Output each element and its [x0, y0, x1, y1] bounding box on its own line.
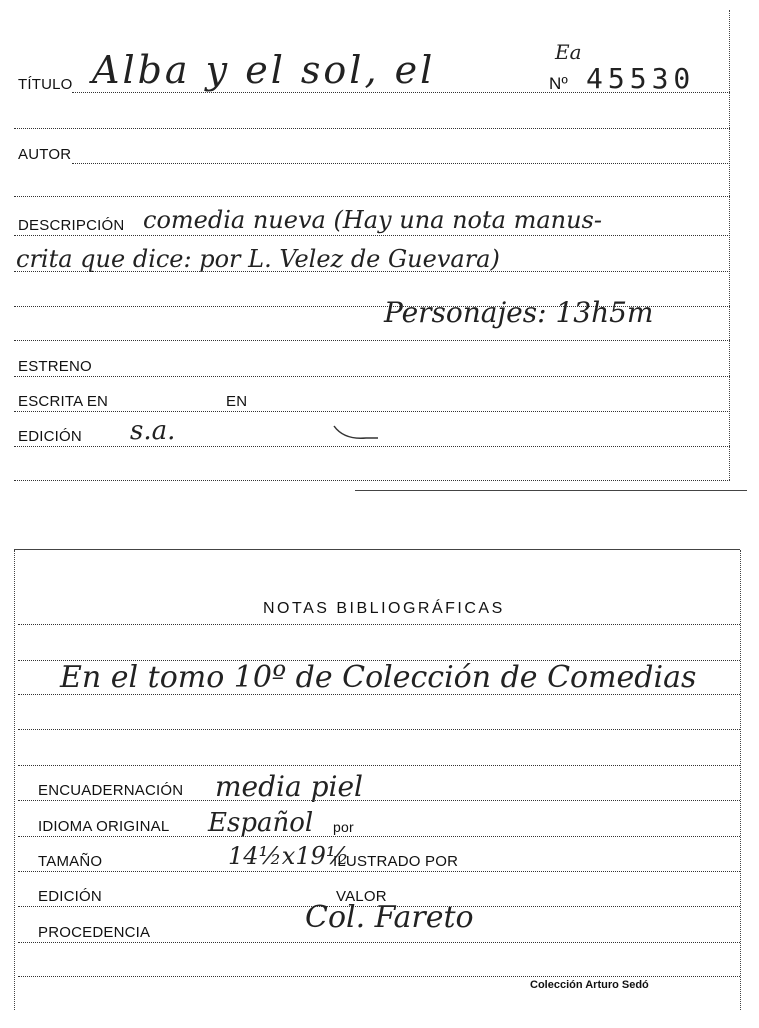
edicion2-label: EDICIÓN	[38, 888, 102, 905]
rule	[14, 196, 730, 197]
ilustrado-label: ILUSTRADO POR	[333, 853, 459, 870]
rule	[14, 411, 730, 412]
rule	[14, 271, 730, 272]
titulo-value: Alba y el sol, el	[92, 48, 436, 92]
en-label: EN	[226, 393, 248, 410]
card-bottom-left-edge	[14, 550, 15, 1010]
card-top-right-edge	[729, 10, 730, 480]
estreno-label: ESTRENO	[18, 358, 92, 375]
rule	[18, 976, 740, 977]
numero-value: 45530	[586, 62, 696, 95]
card-bottom-right-edge	[740, 550, 741, 1010]
autor-label: AUTOR	[18, 146, 72, 163]
rule	[18, 729, 740, 730]
encuadernacion-label: ENCUADERNACIÓN	[38, 782, 184, 799]
rule	[18, 836, 740, 837]
rule	[72, 92, 730, 93]
card-top-bottom-edge	[355, 490, 747, 491]
descripcion-label: DESCRIPCIÓN	[18, 217, 125, 234]
idioma-value: Español	[208, 808, 314, 838]
rule	[14, 235, 730, 236]
escrita-label: ESCRITA EN	[18, 393, 109, 410]
rule	[18, 871, 740, 872]
tamano-value: 14½x19½	[228, 842, 350, 870]
numero-prefix: Ea	[555, 40, 582, 64]
rule	[14, 446, 730, 447]
rule	[18, 765, 740, 766]
rule	[14, 340, 730, 341]
rule	[18, 800, 740, 801]
procedencia-value: Col. Fareto	[305, 900, 474, 935]
rule	[14, 480, 730, 481]
encuadernacion-value: media piel	[215, 770, 363, 803]
rule	[18, 624, 740, 625]
nota-line: En el tomo 10º de Colección de Comedias	[60, 660, 697, 695]
valor-label: VALOR	[336, 888, 387, 905]
procedencia-label: PROCEDENCIA	[38, 924, 151, 941]
rule	[14, 128, 730, 129]
rule	[18, 942, 740, 943]
rule	[72, 163, 730, 164]
edicion-label: EDICIÓN	[18, 428, 82, 445]
descripcion-line1: comedia nueva (Hay una nota manus-	[143, 206, 602, 234]
card-bottom-top-edge	[14, 549, 740, 550]
personajes-note: Personajes: 13h5m	[384, 296, 654, 329]
por-label: por	[333, 819, 354, 835]
edicion-value: s.a.	[130, 416, 176, 446]
notas-heading: NOTAS BIBLIOGRÁFICAS	[263, 600, 505, 617]
rule	[14, 376, 730, 377]
titulo-label: TÍTULO	[18, 76, 73, 93]
numero-label: Nº	[549, 74, 568, 93]
descripcion-line2: crita que dice: por L. Velez de Guevara)	[16, 245, 500, 273]
collection-footer: Colección Arturo Sedó	[530, 979, 649, 991]
idioma-label: IDIOMA ORIGINAL	[38, 818, 170, 835]
rule	[18, 694, 740, 695]
tamano-label: TAMAÑO	[38, 853, 103, 870]
pen-stroke	[330, 420, 390, 444]
